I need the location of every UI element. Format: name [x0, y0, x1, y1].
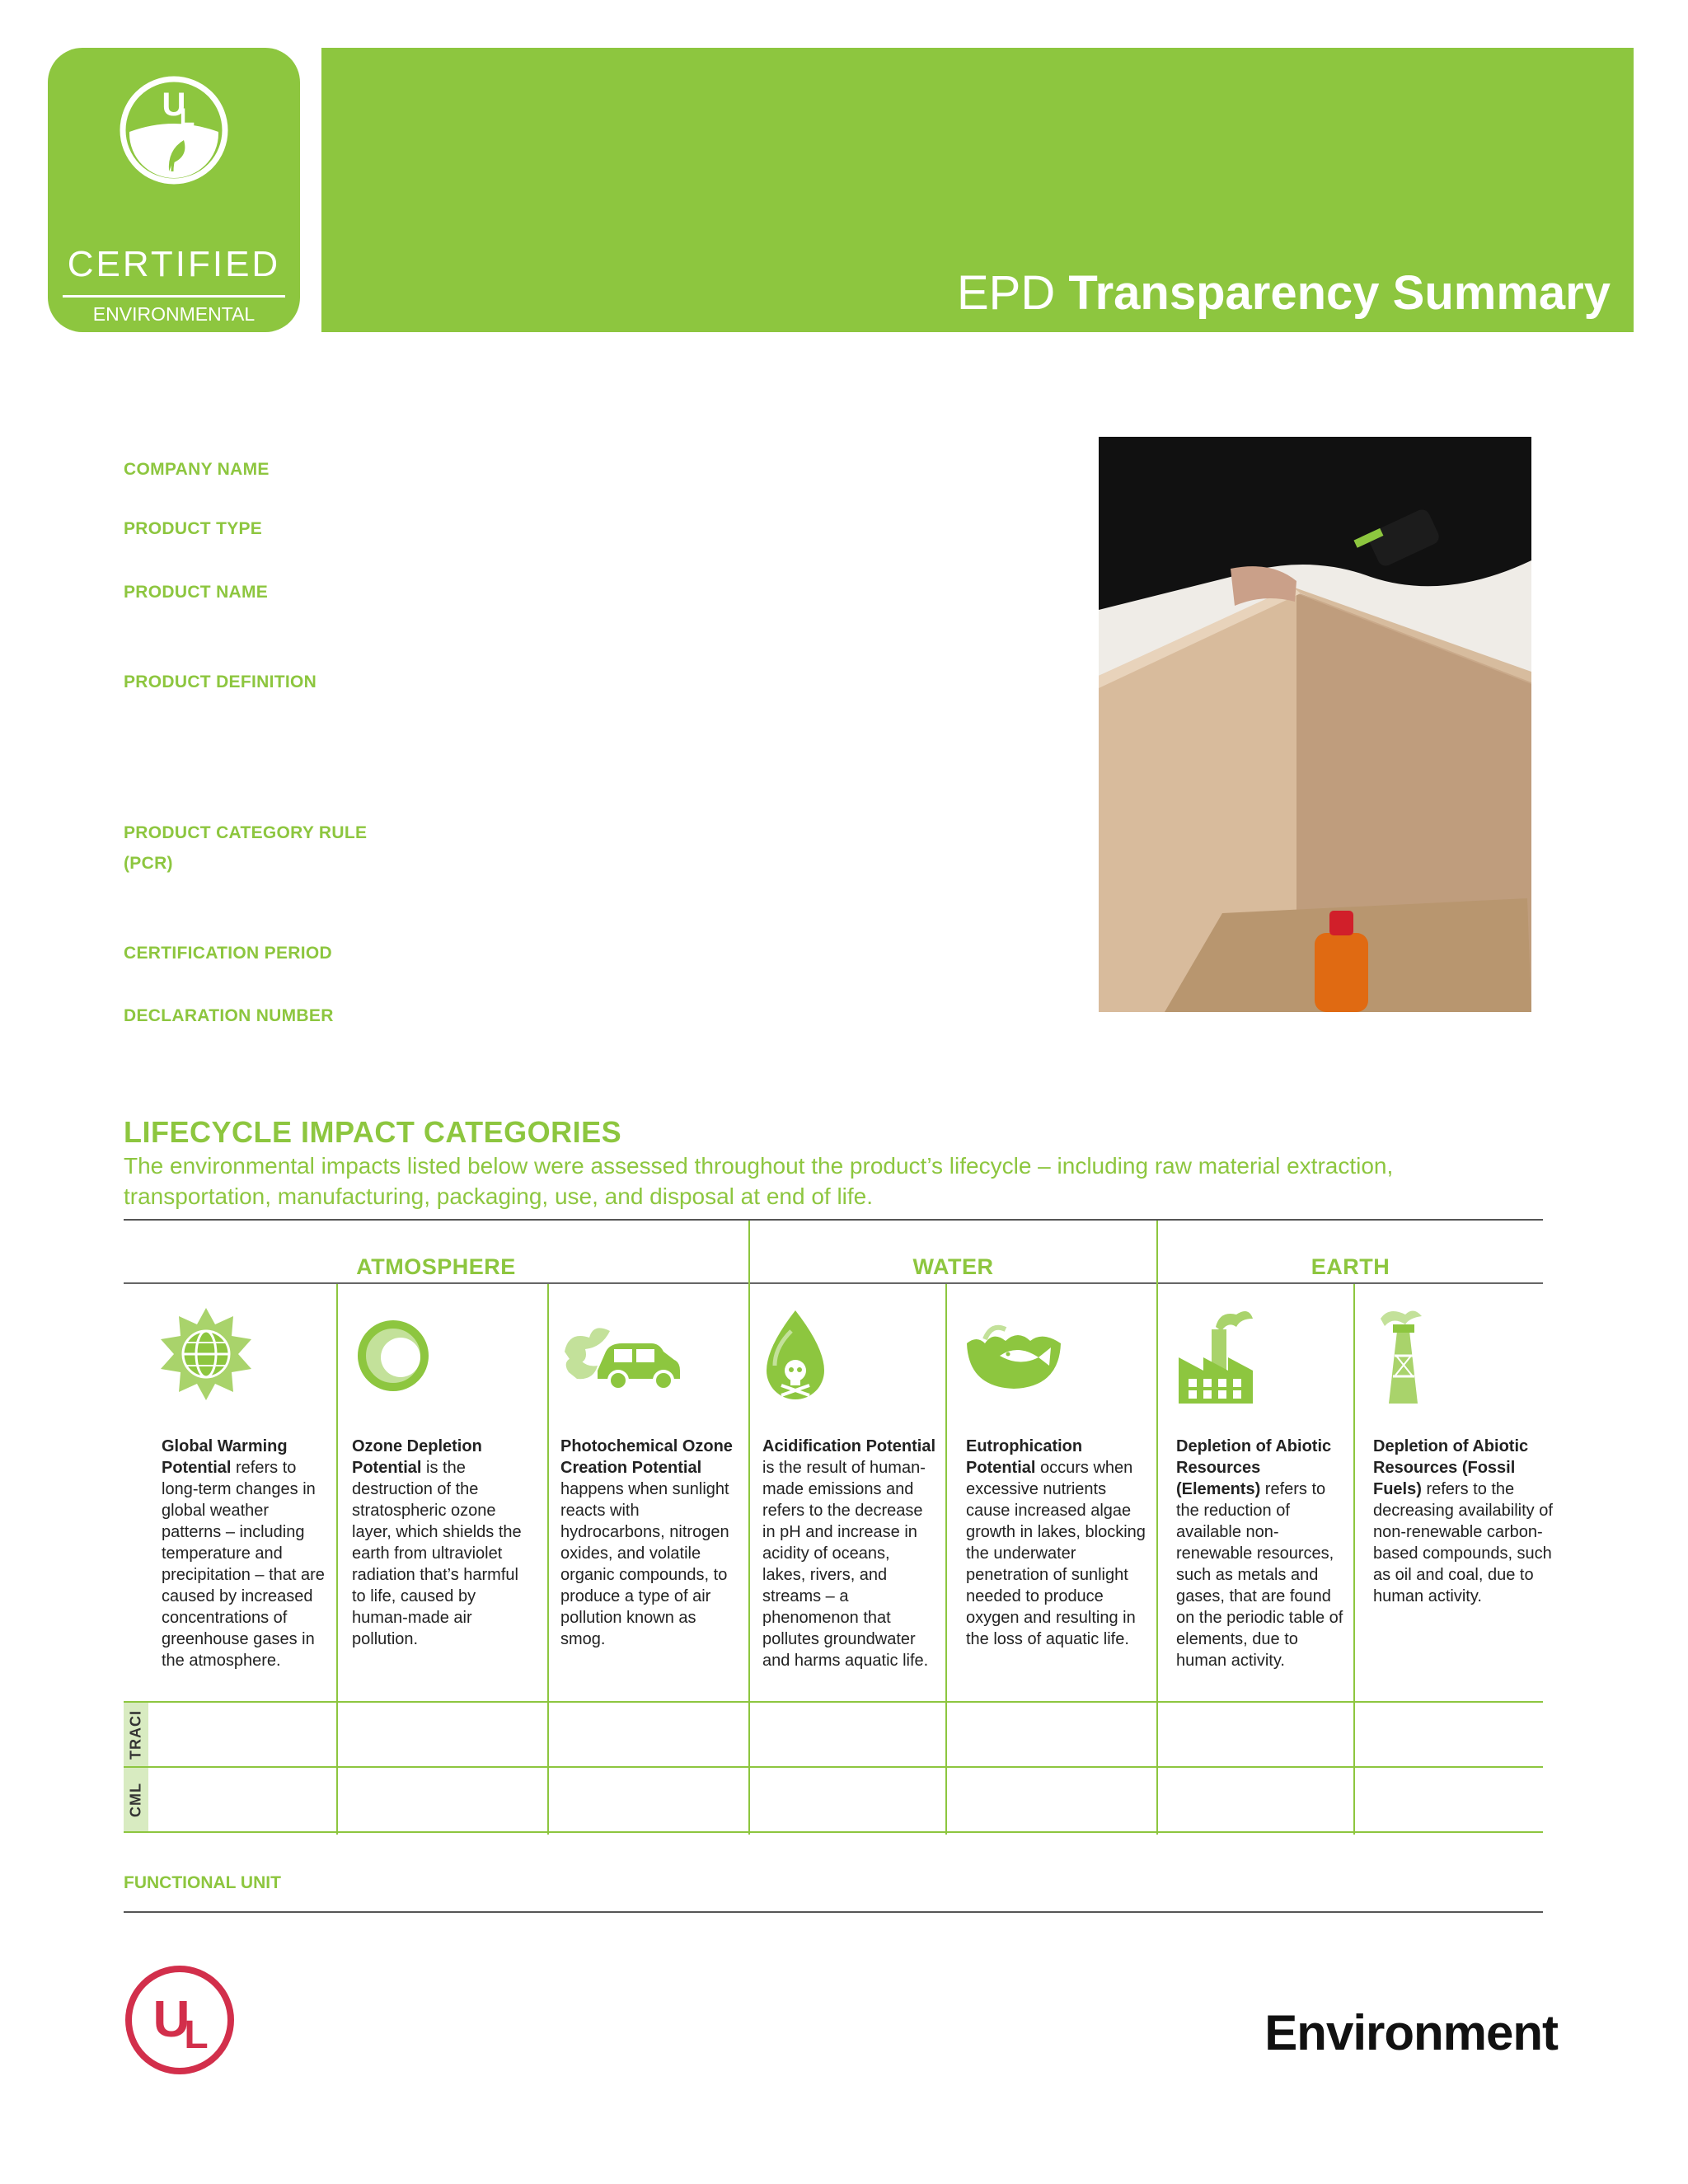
row-rule-cml-bottom: [124, 1831, 1543, 1833]
title-epd: EPD: [956, 266, 1069, 320]
factory-icon: [1170, 1306, 1278, 1405]
poison-drop-icon: [750, 1306, 857, 1405]
page-title: [957, 265, 1611, 321]
ul-leaf-logo-icon: [118, 74, 230, 186]
badge-url: UL.COM/EPD: [126, 354, 222, 370]
category-atmosphere: ATMOSPHERE: [356, 1254, 516, 1279]
label-pcr-abbrev: (PCR): [124, 854, 173, 873]
environment-wordmark: Environment: [1264, 2005, 1558, 2060]
functional-unit-rule: [124, 1911, 1543, 1913]
label-product-type: PRODUCT TYPE: [124, 519, 263, 538]
ozone-ring-icon: [340, 1306, 447, 1405]
divider-col6: [1353, 1284, 1355, 1835]
label-declaration-number: DECLARATION NUMBER: [124, 1006, 334, 1025]
divider-col4: [945, 1284, 947, 1835]
category-water: WATER: [912, 1254, 994, 1279]
product-photo: [1099, 437, 1531, 1012]
label-product-name: PRODUCT NAME: [124, 583, 269, 602]
title-transparency-summary: Transparency Summary: [1068, 266, 1611, 320]
desc-global-warming: Global Warming Potential refers to long-term changes in global weather patterns – including temperature and precipitation – that are caused by increased concentrations of greenhouse gases in the atmosphere.: [162, 1437, 325, 1670]
lifecycle-title: LIFECYCLE IMPACT CATEGORIES: [124, 1115, 622, 1149]
certified-text: CERTIFIED: [67, 244, 281, 284]
label-pcr: PRODUCT CATEGORY RULE: [124, 823, 368, 842]
row-label-traci: TRACI: [124, 1703, 148, 1766]
desc-acidification: Acidification Potential is the result of human-made emissions and refers to the decrease in pH and increase in acidity of oceans, lakes, rivers, and streams – a phenomenon that pollutes groundwater and harms aquatic life.: [762, 1437, 936, 1670]
divider-col2: [547, 1284, 549, 1835]
desc-abiotic-fossil: Depletion of Abiotic Resources (Fossil Fuels) refers to the decreasing availability of non-renewable carbon-based compounds, such as oil and coal, due to human activity.: [1373, 1437, 1553, 1605]
lifecycle-intro: The environmental impacts listed below were assessed throughout the product’s lifecycle – including raw material extraction, transportation, manufacturing, packaging, use, and disposal at end of life.: [124, 1153, 1394, 1209]
svg-text:L: L: [184, 2013, 209, 2057]
oil-derrick-icon: [1360, 1306, 1467, 1405]
divider-water-earth: [1156, 1221, 1158, 1835]
row-rule-cml-top: [124, 1766, 1543, 1768]
desc-abiotic-elements: Depletion of Abiotic Resources (Elements) refers to the reduction of available non-renewable resources, such as metals and gases, that are found on the periodic table of elements, due to human activity.: [1176, 1437, 1343, 1670]
label-certification-period: CERTIFICATION PERIOD: [124, 944, 332, 963]
table-top-rule: [124, 1219, 1543, 1221]
globe-sun-icon: [152, 1306, 260, 1405]
fish-water-icon: [960, 1306, 1067, 1405]
car-smog-icon: [560, 1306, 684, 1405]
ul-logo-icon: [124, 1964, 236, 2076]
desc-photochemical-ozone: Photochemical Ozone Creation Potential happens when sunlight reacts with hydrocarbons, nitrogen oxides, and volatile organic compounds, to produce a type of air pollution known as smog.: [560, 1437, 733, 1648]
svg-text:U: U: [152, 1991, 190, 2048]
desc-eutrophication: Eutrophication Potential occurs when excessive nutrients cause increased algae growth in lakes, blocking the underwater penetration of sunlight needed to produce oxygen and resulting in the loss of aquatic life.: [966, 1437, 1146, 1648]
divider-col1: [336, 1284, 338, 1835]
badge-divider: [63, 295, 285, 298]
svg-text:L: L: [179, 104, 195, 131]
label-functional-unit: FUNCTIONAL UNIT: [124, 1873, 281, 1892]
badge-env-line2: PRODUCT DECLARATION: [58, 328, 290, 349]
label-product-definition: PRODUCT DEFINITION: [124, 673, 317, 691]
row-rule-traci-top: [124, 1701, 1543, 1703]
category-earth: EARTH: [1311, 1254, 1390, 1279]
label-company-name: COMPANY NAME: [124, 460, 270, 479]
row-label-cml: CML: [124, 1768, 148, 1831]
svg-text:U: U: [162, 87, 186, 123]
badge-env-line1: ENVIRONMENTAL: [92, 303, 256, 325]
ul-certified-badge: [48, 48, 300, 370]
desc-ozone-depletion: Ozone Depletion Potential is the destruction of the stratospheric ozone layer, which shields the earth from ultraviolet radiation that’s harmful to life, caused by human-made air pollution.: [352, 1437, 522, 1648]
